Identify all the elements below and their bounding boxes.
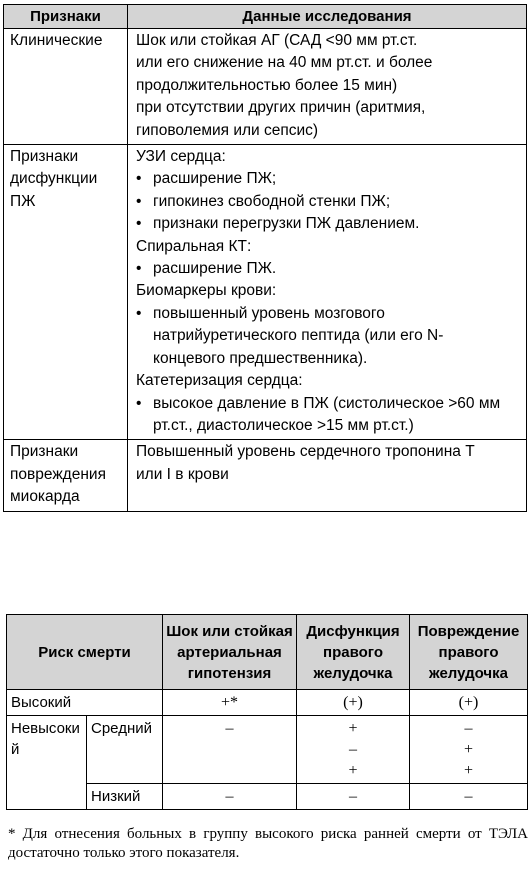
header-rv-damage: Повреждение правого желудочка — [410, 615, 528, 690]
section-heading: УЗИ сердца: — [136, 148, 226, 166]
row-high-risk — [7, 690, 528, 716]
high-shock-value: +* — [163, 690, 297, 716]
header-study-data: Данные исследования — [128, 5, 527, 29]
section-heading: Катетеризация сердца: — [136, 372, 303, 390]
data-line: при отсутствии других причин (аритмия, — [136, 99, 426, 117]
medium-dysfunction-value: + — [348, 762, 358, 779]
row-myocardial-damage — [4, 440, 527, 511]
footnote: * Для отнесения больных в группу высокого риска ранней смерти от ТЭЛА достаточно только этого показателя. — [8, 826, 528, 861]
high-damage-value: (+) — [410, 690, 528, 716]
risk-label-nonhigh: Невысокий — [7, 716, 87, 810]
sign-cell — [4, 145, 128, 440]
header-shock-hypotension: Шок или стойкая артериальная гипотензия — [163, 615, 297, 690]
sign-line: миокарда — [10, 488, 80, 506]
sign-line: повреждения — [10, 465, 106, 483]
medium-damage-value: – — [464, 720, 473, 737]
low-shock-value: – — [163, 784, 297, 810]
data-line: или его снижение на 40 мм рт.ст. и более — [136, 54, 433, 72]
bullet-item: • высокое давление в ПЖ (систолическое >60 мм рт.ст., диастолическое >15 мм рт.ст.) — [136, 393, 501, 438]
sign-cell — [4, 440, 128, 511]
sign-line: Признаки — [10, 148, 79, 166]
table2-header-row — [7, 615, 528, 690]
medium-shock-value: – — [163, 716, 297, 784]
risk-label-high: Высокий — [7, 690, 163, 716]
data-line: гиповолемия или сепсис) — [136, 121, 319, 139]
data-cell — [128, 29, 527, 145]
data-cell — [128, 145, 527, 440]
risk-label-low: Низкий — [87, 784, 163, 810]
header-signs: Признаки — [4, 5, 128, 29]
header-mortality-risk: Риск смерти — [7, 615, 163, 690]
medium-damage-value: + — [463, 741, 474, 758]
bullet-item: • признаки перегрузки ПЖ давлением. — [136, 213, 522, 235]
bullet-item: • гипокинез свободной стенки ПЖ; — [136, 191, 522, 213]
table1-header-row — [4, 5, 527, 29]
data-line: или I в крови — [136, 465, 229, 483]
bullet-item: • повышенный уровень мозгового натрийуретического пептида (или его N-концевого предшественника). — [136, 303, 453, 370]
low-dysfunction-value: – — [297, 784, 410, 810]
bullet-item: • расширение ПЖ. — [136, 258, 522, 280]
medium-dysfunction-values — [297, 716, 410, 784]
section-heading: Спиральная КТ: — [136, 237, 252, 255]
sign-cell — [4, 29, 128, 145]
data-line: Шок или стойкая АГ (САД <90 мм рт.ст. — [136, 32, 418, 49]
medium-damage-value: + — [463, 762, 474, 779]
bullet-item: • расширение ПЖ; — [136, 168, 522, 190]
diagnostic-signs-table — [3, 4, 527, 512]
low-damage-value: – — [410, 784, 528, 810]
data-line: продолжительностью более 15 мин) — [136, 76, 398, 94]
data-line: Повышенный уровень сердечного тропонина Т — [136, 443, 475, 461]
row-clinical — [4, 29, 527, 145]
row-medium-risk — [7, 716, 528, 784]
risk-label-medium: Средний — [87, 716, 163, 784]
medium-dysfunction-value: – — [349, 741, 357, 758]
sign-line: Признаки — [10, 443, 79, 461]
data-cell — [128, 440, 527, 511]
sign-line: ПЖ — [10, 192, 36, 210]
medium-damage-values — [410, 716, 528, 784]
high-dysfunction-value: (+) — [297, 690, 410, 716]
header-rv-dysfunction: Дисфункция правого желудочка — [297, 615, 410, 690]
section-heading: Биомаркеры крови: — [136, 282, 277, 300]
row-rv-dysfunction — [4, 145, 527, 440]
medium-dysfunction-value: + — [348, 720, 358, 737]
sign-line: Клинические — [10, 32, 103, 49]
mortality-risk-table — [6, 614, 528, 810]
sign-line: дисфункции — [10, 170, 98, 188]
